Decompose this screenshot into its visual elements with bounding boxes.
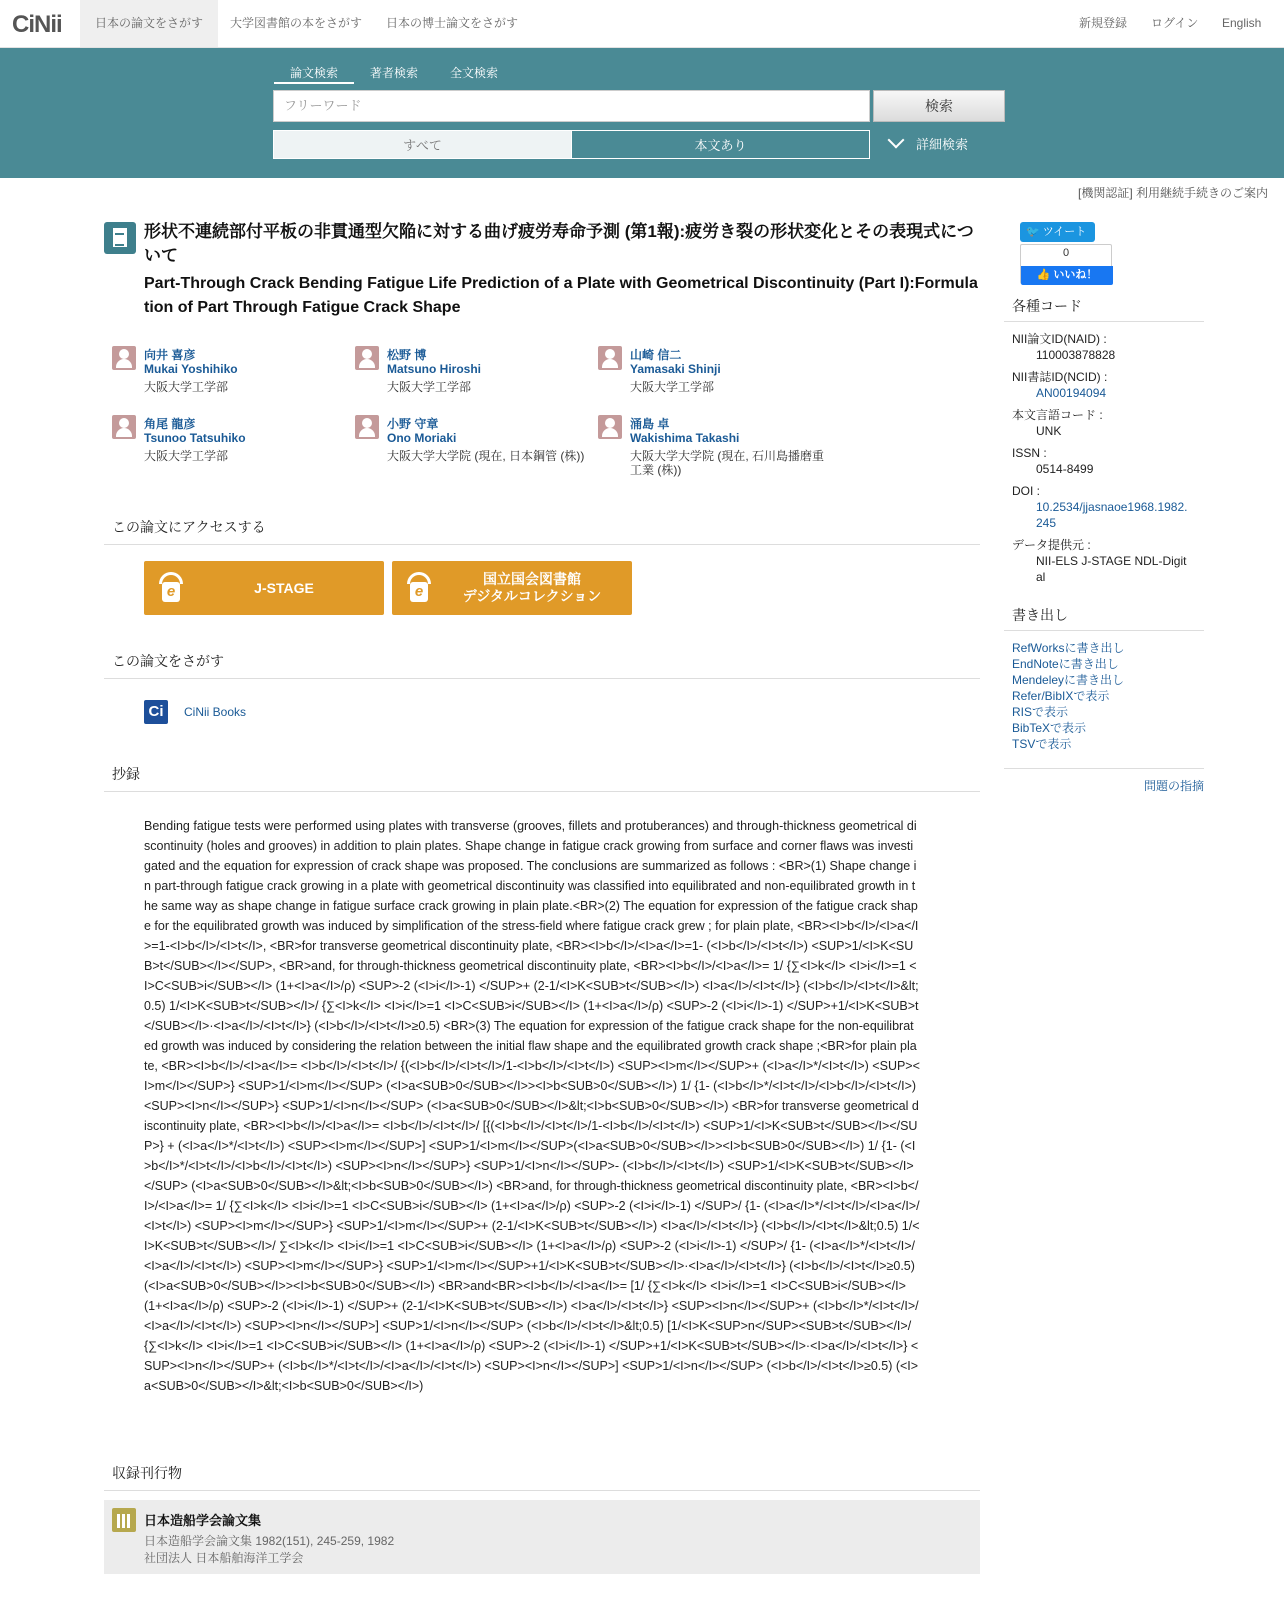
- abstract-text: Bending fatigue tests were performed using plates with transverse (grooves, fillets and protuberances) and through-thickness geometrical discontinuity (holes and grooves) in addition to plain plates. Shape change in fatigue crack growing from surface and corner flaws was investigated and the equation for expression of crack shape was proposed. The conclusions are summarized as follows : <BR>(1) Shape change in part-through fatigue crack growing in a plate with geometrical discontinuity was classified into equilibrated and non-equilibrated growth in the same way as shape change in fatigue surface crack growing in plain plate.<BR>(2) The equation for expression of the fatigue crack shape for the equilibrated growth was induced by simplification of the stress-field where fatigue crack grew ; for plain plate, <BR><I>b</I>/<I>a</I>=1-<I>b</I>/<I>t</I>, <BR>for transverse geometrical discontinuity plate, <BR><I>b</I>/<I>a</I>=1- (<I>b</I>/<I>t</I>) <SUP>1/<I>K<SUB>t</SUB></I></SUP>, <BR>and, for through-thickness geometrical discontinuity plate, <BR><I>b</I>/<I>a</I>= 1/ {∑<I>k</I> <I>i</I>=1 <I>C<SUB>i</SUB></I> (1+<I>a</I>/ρ) <SUP>-2 (<I>i</I>-1) </SUP>+ (2-1/<I>K<SUB>t</SUB></I>) <I>a</I>/<I>t</I>} (<I>b</I>/<I>t</I>&lt;0.5) 1/<I>K<SUB>t</SUB></I>/ {∑<I>k</I> <I>i</I>=1 <I>C<SUB>i</SUB></I> (1+<I>a</I>/ρ) <SUP>-2 (<I>i</I>-1) </SUP>+1/<I>K<SUB>t</SUB></I>·<I>a</I>/<I>t</I>} (<I>b</I>/<I>t</I>≥0.5) <BR>(3) The equation for expression of the fatigue crack shape for the non-equilibrated growth was induced by considering the relation between the initial flaw shape and the equilibrated growth crack shape ;<BR>for plain plate, <BR><I>b</I>/<I>a</I>= <I>b</I>/<I>t</I>/ {(<I>b</I>/<I>t</I>/1-<I>b</I>/<I>t</I>) <SUP><I>m</I></SUP>+ (<I>a</I>*/<I>t</I>) <SUP><I>m</I></SUP>} <SUP>1/<I>m</I></SUP> (<I>a<SUB>0</SUB></I>><I>b<SUB>0</SUB></I>) 1/ {1- (<I>b</I>*/<I>t</I>/<I>b</I>/<I>t</I>) <SUP><I>n</I></SUP>} <SUP>1/<I>n</I></SUP> (<I>a<SUB>0</SUB></I>&lt;<I>b<SUB>0</SUB></I>) <BR>for transverse geometrical discontinuity plate, <BR><I>b</I>/<I>a</I>= <I>b</I>/<I>t</I>/ [{(<I>b</I>/<I>t</I>/1-<I>b</I>/<I>t</I>) <SUP>1/<I>K<SUB>t</SUB></I></SUP>} + (<I>a</I>*/<I>t</I>) <SUP><I>m</I></SUP>] <SUP>1/<I>m</I></SUP>(<I>a<SUB>0</SUB></I>><I>b<SUB>0</SUB></I>) 1/ {1- (<I>b</I>*/<I>t</I>/<I>b</I>/<I>t</I>) <SUP><I>n</I></SUP>} <SUP>1/<I>n</I></SUP>- (<I>b</I>/<I>t</I>) <SUP>1/<I>K<SUB>t</SUB></I></SUP> (<I>a<SUB>0</SUB></I>&lt;<I>b<SUB>0</SUB></I>) <BR>and, for through-thickness geometrical discontinuity plate, <BR><I>b</I>/<I>a</I>= 1/ {∑<I>k</I> <I>i</I>=1 <I>C<SUB>i</SUB></I> (1+<I>a</I>/ρ) <SUP>-2 (<I>i</I>-1) </SUP>/ {1- (<I>a</I>*/<I>t</I>/<I>a</I>/<I>t</I>) <SUP><I>m</I></SUP>} <SUP>1/<I>m</I></SUP>+ (2-1/<I>K<SUB>t</SUB></I>) <I>a</I>/<I>t</I>} (<I>b</I>/<I>t</I>&lt;0.5) 1/<I>K<SUB>t</SUB></I>/ ∑<I>k</I> <I>i</I>=1 <I>C<SUB>i</SUB></I> (1+<I>a</I>/ρ) <SUP>-2 (<I>i</I>-1) </SUP>/ {1- (<I>a</I>*/<I>t</I>/<I>a</I>/<I>t</I>) <SUP><I>m</I></SUP>} <SUP>1/<I>m</I></SUP>+1/<I>K<SUB>t</SUB></I>·<I>a</I>/<I>t</I>} (<I>b</I>/<I>t</I>≥0.5) (<I>a<SUB>0</SUB></I>><I>b<SUB>0</SUB></I>) <BR>and<BR><I>b</I>/<I>a</I>= [1/ {∑<I>k</I> <I>i</I>=1 <I>C<SUB>i</SUB></I> (1+<I>a</I>/ρ) <SUP>-2 (<I>i</I>-1) </SUP>+ (2-1/<I>K<SUB>t</SUB></I>) <I>a</I>/<I>t</I>} <SUP><I>n</I></SUP>+ (<I>b</I>*/<I>t</I>/<I>a</I>/<I>t</I>) <SUP><I>n</I></SUP>] <SUP>1/<I>n</I></SUP> (<I>b</I>/<I>t</I>&lt;0.5) [1/<I>K<SUP>n</SUP><SUB>t</SUB></I>/ {∑<I>k</I> <I>i</I>=1 <I>C<SUB>i</SUB></I> (1+<I>a</I>/ρ) <SUP>-2 (<I>i</I>-1) </SUP>+1/<I>K<SUB>t</SUB></I>·<I>a</I>/<I>t</I>} <SUP><I>n</I></SUP>+ (<I>b</I>*/<I>t</I>/<I>a</I>/<I>t</I>) <SUP><I>n</I></SUP>] <SUP>1/<I>n</I></SUP> (<I>b</I>/<I>t</I>≥0.5) (<I>a<SUB>0</SUB></I>&lt;<I>b<SUB>0</SUB></I>): [144, 819, 920, 1393]
- author-affiliation: 大阪大学大学院 (現在, 石川島播磨重工業 (株)): [630, 449, 824, 477]
- nav-tab-dissertations[interactable]: 日本の博士論文をさがす: [386, 16, 519, 30]
- code-data-provider: [1012, 537, 1192, 585]
- sidebar-divider: [1004, 768, 1204, 769]
- jstage-button[interactable]: [144, 561, 384, 615]
- author-name-en[interactable]: Mukai Yoshihiko: [144, 362, 238, 376]
- institution-auth-note[interactable]: [機関認証] 利用継続手続きのご案内: [1077, 186, 1268, 200]
- jstage-label: J-STAGE: [254, 579, 314, 596]
- code-value: UNK: [1036, 424, 1062, 438]
- cinii-logo[interactable]: CiNii: [12, 11, 62, 38]
- code-label: DOI :: [1012, 484, 1041, 498]
- export-heading: 書き出し: [1004, 605, 1204, 631]
- advanced-search-toggle[interactable]: [890, 131, 968, 159]
- avatar-icon: [112, 415, 136, 439]
- tweet-label: ツイート: [1042, 226, 1087, 238]
- export-bibtex[interactable]: BibTeXで表示: [1012, 721, 1087, 735]
- cinii-books-icon[interactable]: Ci: [144, 700, 168, 724]
- access-heading: この論文にアクセスする: [104, 515, 980, 545]
- tab-author-search[interactable]: 著者検索: [369, 66, 418, 80]
- report-issue-link[interactable]: 問題の指摘: [1144, 779, 1205, 793]
- ncid-link[interactable]: AN00194094: [1036, 386, 1107, 400]
- code-label: ISSN :: [1012, 446, 1047, 460]
- author-name-ja[interactable]: 涌島 卓: [630, 417, 670, 431]
- advanced-search-label: 詳細検索: [916, 137, 969, 152]
- like-box: [1020, 244, 1112, 284]
- nav-tab-articles[interactable]: 日本の論文をさがす: [80, 0, 218, 47]
- code-value: 0514-8499: [1036, 462, 1094, 476]
- tab-article-search[interactable]: 論文検索: [274, 64, 354, 84]
- export-refworks[interactable]: RefWorksに書き出し: [1012, 641, 1125, 655]
- author-affiliation: 大阪大学工学部: [630, 380, 715, 394]
- top-navbar: [0, 0, 1284, 48]
- export-endnote[interactable]: EndNoteに書き出し: [1012, 657, 1119, 671]
- login-link[interactable]: ログイン: [1151, 16, 1199, 30]
- english-link[interactable]: English: [1222, 16, 1262, 30]
- code-label: データ提供元 :: [1012, 538, 1091, 552]
- tweet-button[interactable]: [1020, 222, 1095, 242]
- export-tsv[interactable]: TSVで表示: [1012, 737, 1072, 751]
- export-mendeley[interactable]: Mendeleyに書き出し: [1012, 673, 1125, 687]
- code-value: 110003878828: [1036, 348, 1116, 362]
- abstract-heading: 抄録: [104, 762, 980, 792]
- author-name-ja[interactable]: 小野 守章: [387, 417, 439, 431]
- nav-tab-books[interactable]: 大学図書館の本をさがす: [230, 16, 363, 30]
- code-label: NII論文ID(NAID) :: [1012, 332, 1107, 346]
- journal-icon: [112, 1508, 136, 1532]
- codes-heading: 各種コード: [1004, 296, 1204, 322]
- code-doi: [1012, 483, 1192, 531]
- avatar-icon: [355, 415, 379, 439]
- code-value: NII-ELS J-STAGE NDL-Digital: [1036, 554, 1187, 584]
- like-button[interactable]: [1021, 266, 1113, 285]
- e-access-icon: e: [404, 572, 434, 604]
- author-affiliation: 大阪大学工学部: [144, 449, 229, 463]
- code-label: NII書誌ID(NCID) :: [1012, 370, 1108, 384]
- search-button[interactable]: 検索: [873, 90, 1005, 122]
- export-list: [1012, 640, 1124, 752]
- export-ris[interactable]: RISで表示: [1012, 705, 1069, 719]
- like-label: いいね！: [1053, 269, 1098, 281]
- author-name-ja[interactable]: 角尾 龍彦: [144, 417, 196, 431]
- cinii-books-link[interactable]: CiNii Books: [184, 705, 247, 719]
- filter-fulltext[interactable]: 本文あり: [571, 130, 870, 159]
- title-japanese: 形状不連続部付平板の非貫通型欠陥に対する曲げ疲労寿命予測 (第1報):疲労き裂の形状変化とその表現式について: [144, 222, 974, 265]
- tab-fulltext-search[interactable]: 全文検索: [449, 66, 498, 80]
- avatar-icon: [598, 415, 622, 439]
- journal-box: [104, 1500, 980, 1574]
- thumbs-up-icon: 👍: [1036, 269, 1054, 281]
- code-language: [1012, 407, 1192, 439]
- search-input[interactable]: フリーワード: [273, 90, 870, 122]
- avatar-icon: [598, 346, 622, 370]
- avatar-icon: [112, 346, 136, 370]
- code-naid: [1012, 331, 1192, 363]
- code-ncid: [1012, 369, 1192, 401]
- export-refer-bibix[interactable]: Refer/BibIXで表示: [1012, 689, 1110, 703]
- code-issn: [1012, 445, 1192, 477]
- author-name-en[interactable]: Matsuno Hiroshi: [387, 362, 482, 376]
- chevron-down-icon: [888, 132, 905, 149]
- author-affiliation: 大阪大学工学部: [144, 380, 229, 394]
- twitter-bird-icon: 🐦: [1026, 226, 1043, 238]
- journal-publisher: 社団法人 日本船舶海洋工学会: [144, 1551, 304, 1565]
- avatar-icon: [355, 346, 379, 370]
- author-name-ja[interactable]: 松野 博: [387, 348, 427, 362]
- ndl-digital-button[interactable]: [392, 561, 632, 615]
- filter-all[interactable]: すべて: [273, 130, 572, 159]
- journal-citation: 日本造船学会論文集 1982(151), 245-259, 1982: [144, 1534, 395, 1548]
- title-english: Part-Through Crack Bending Fatigue Life Prediction of a Plate with Geometrical Discontinuity (Part I):Formulation of Part Through Fatigue Crack Shape: [144, 275, 978, 316]
- code-label: 本文言語コード :: [1012, 408, 1103, 422]
- author-name-ja[interactable]: 山崎 信二: [630, 348, 682, 362]
- author-name-en[interactable]: Wakishima Takashi: [630, 431, 740, 445]
- like-count: 0: [1062, 247, 1070, 259]
- author-name-en[interactable]: Ono Moriaki: [387, 431, 457, 445]
- journal-name[interactable]: 日本造船学会論文集: [144, 1513, 262, 1528]
- doi-link[interactable]: 10.2534/jjasnaoe1968.1982.245: [1036, 500, 1188, 530]
- register-link[interactable]: 新規登録: [1079, 16, 1128, 30]
- e-access-icon: e: [156, 572, 186, 604]
- ndl-digital-label: 国立国会図書館 デジタルコレクション: [462, 571, 602, 604]
- author-name-en[interactable]: Yamasaki Shinji: [630, 362, 721, 376]
- search-heading: この論文をさがす: [104, 649, 980, 679]
- author-affiliation: 大阪大学大学院 (現在, 日本鋼管 (株)): [387, 449, 585, 463]
- author-name-en[interactable]: Tsunoo Tatsuhiko: [144, 431, 246, 445]
- author-affiliation: 大阪大学工学部: [387, 380, 472, 394]
- author-name-ja[interactable]: 向井 喜彦: [144, 348, 196, 362]
- journal-heading: 収録刊行物: [104, 1461, 980, 1491]
- document-icon: [104, 222, 136, 254]
